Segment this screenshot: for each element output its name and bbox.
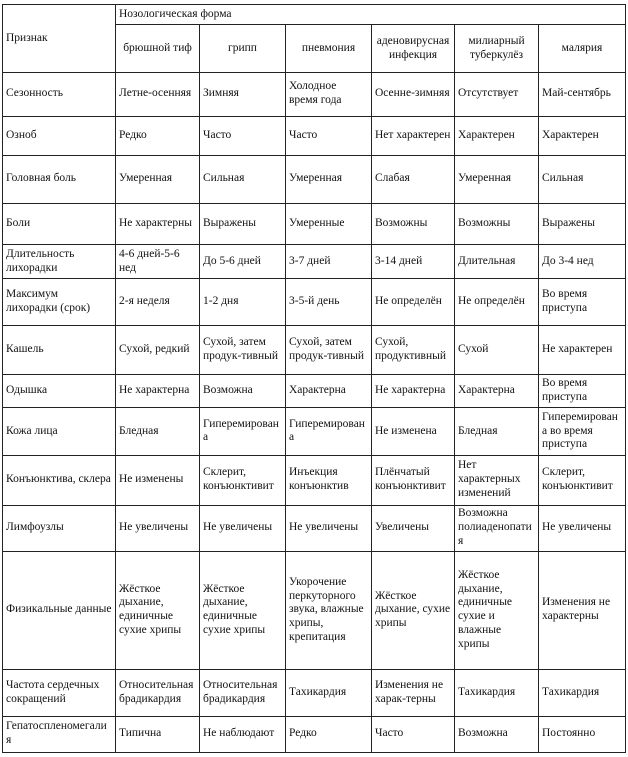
table-cell: Не определён xyxy=(455,279,539,326)
table-cell: Бледная xyxy=(455,408,539,456)
table-cell: Не увеличены xyxy=(200,505,286,551)
table-cell: Характерна xyxy=(455,374,539,407)
row-sign-cell: Физикальные данные xyxy=(3,551,116,669)
table-cell: Гиперемирована во время приступа xyxy=(539,408,626,456)
table-cell: Склерит, конъюнктивит xyxy=(539,455,626,505)
table-row xyxy=(3,155,626,203)
table-cell: Не увеличены xyxy=(286,505,372,551)
table-cell: Зимняя xyxy=(200,73,286,117)
table-row xyxy=(3,505,626,551)
table-cell: Не изменены xyxy=(116,455,200,505)
column-header: аденовирусная инфекция xyxy=(372,25,455,73)
row-sign-cell: Лимфоузлы xyxy=(3,505,116,551)
nosology-comparison-table xyxy=(2,4,626,753)
table-cell: Возможна полиаденопатия xyxy=(455,505,539,551)
table-cell: Изменения не характерны xyxy=(539,551,626,669)
table-cell: 3-14 дней xyxy=(372,245,455,279)
table-cell: Возможны xyxy=(455,203,539,245)
table-cell: 4-6 дней-5-6 нед xyxy=(116,245,200,279)
row-sign-cell: Конъюнктива, склера xyxy=(3,455,116,505)
table-cell: Плёнчатый конъюнктивит xyxy=(372,455,455,505)
table-cell: До 5-6 дней xyxy=(200,245,286,279)
table-cell: 1-2 дня xyxy=(200,279,286,326)
table-cell: Летне-осенняя xyxy=(116,73,200,117)
table-cell: Не наблюдают xyxy=(200,716,286,752)
table-cell: Отсутствует xyxy=(455,73,539,117)
table-cell: Слабая xyxy=(372,155,455,203)
table-cell: Жёсткое дыхание, единичные сухие хрипы xyxy=(200,551,286,669)
table-cell: Выражены xyxy=(539,203,626,245)
table-cell: Инъекция конъюнктив xyxy=(286,455,372,505)
table-cell: Не увеличены xyxy=(539,505,626,551)
table-cell: Склерит, конъюнктивит xyxy=(200,455,286,505)
table-cell: Сухой, редкий xyxy=(116,326,200,375)
table-cell: Возможна xyxy=(455,716,539,752)
table-cell: Осенне-зимняя xyxy=(372,73,455,117)
row-sign-cell: Озноб xyxy=(3,116,116,155)
table-cell: Тахикардия xyxy=(286,669,372,716)
table-cell: Тахикардия xyxy=(539,669,626,716)
table-cell: Сухой, затем продук-тивный xyxy=(286,326,372,375)
table-cell: Сухой xyxy=(455,326,539,375)
table-cell: Не характерна xyxy=(372,374,455,407)
table-cell: Тахикардия xyxy=(455,669,539,716)
table-cell: Сильная xyxy=(539,155,626,203)
table-row xyxy=(3,551,626,669)
row-sign-cell: Боли xyxy=(3,203,116,245)
row-sign-cell: Кожа лица xyxy=(3,408,116,456)
table-cell: Гиперемирована xyxy=(286,408,372,456)
table-cell: Не характерна xyxy=(116,374,200,407)
table-row xyxy=(3,326,626,375)
row-sign-cell: Максимум лихорадки (срок) xyxy=(3,279,116,326)
table-cell: Увеличены xyxy=(372,505,455,551)
row-sign-cell: Частота сердечных сокращений xyxy=(3,669,116,716)
table-cell: 3-5-й день xyxy=(286,279,372,326)
table-row xyxy=(3,455,626,505)
table-cell: Сухой, затем продук-тивный xyxy=(200,326,286,375)
table-cell: Характерен xyxy=(455,116,539,155)
table-cell: Не увеличены xyxy=(116,505,200,551)
column-header: брюшной тиф xyxy=(116,25,200,73)
table-cell: Нет характерен xyxy=(372,116,455,155)
column-header: милиарный туберкулёз xyxy=(455,25,539,73)
table-cell: Умеренные xyxy=(286,203,372,245)
table-cell: Характерна xyxy=(286,374,372,407)
column-header: пневмония xyxy=(286,25,372,73)
table-row xyxy=(3,669,626,716)
table-cell: Длительная xyxy=(455,245,539,279)
table-cell: Относительная брадикардия xyxy=(116,669,200,716)
table-cell: Умеренная xyxy=(116,155,200,203)
column-header: малярия xyxy=(539,25,626,73)
table-row xyxy=(3,279,626,326)
table-cell: Сухой, продуктивный xyxy=(372,326,455,375)
table-row xyxy=(3,203,626,245)
row-sign-cell: Кашель xyxy=(3,326,116,375)
table-cell: Изменения не харак-терны xyxy=(372,669,455,716)
table-cell: Жёсткое дыхание, сухие хрипы xyxy=(372,551,455,669)
header-group: Нозологическая форма xyxy=(116,5,626,25)
table-cell: Холодное время года xyxy=(286,73,372,117)
table-row xyxy=(3,408,626,456)
table-cell: Часто xyxy=(286,116,372,155)
table-cell: Май-сентябрь xyxy=(539,73,626,117)
table-cell: 2-я неделя xyxy=(116,279,200,326)
table-cell: Умеренная xyxy=(286,155,372,203)
column-header: грипп xyxy=(200,25,286,73)
table-row xyxy=(3,73,626,117)
table-cell: Возможна xyxy=(200,374,286,407)
table-cell: Сильная xyxy=(200,155,286,203)
table-cell: Возможны xyxy=(372,203,455,245)
table-cell: Характерен xyxy=(539,116,626,155)
table-cell: Умеренная xyxy=(455,155,539,203)
table-cell: Не характерны xyxy=(116,203,200,245)
table-row xyxy=(3,116,626,155)
row-sign-cell: Гепатоспленомегалия xyxy=(3,716,116,752)
table-cell: Нет характерных изменений xyxy=(455,455,539,505)
table-cell: Не изменена xyxy=(372,408,455,456)
table-cell: Постоянно xyxy=(539,716,626,752)
table-cell: Часто xyxy=(200,116,286,155)
header-sign: Признак xyxy=(3,5,116,73)
table-cell: Во время приступа xyxy=(539,374,626,407)
table-cell: Жёсткое дыхание, единичные сухие хрипы xyxy=(116,551,200,669)
row-sign-cell: Одышка xyxy=(3,374,116,407)
table-cell: Редко xyxy=(286,716,372,752)
table-cell: Выражены xyxy=(200,203,286,245)
table-row xyxy=(3,374,626,407)
table-cell: Жёсткое дыхание, единичные сухие и влажные хрипы xyxy=(455,551,539,669)
table-cell: Не характерен xyxy=(539,326,626,375)
row-sign-cell: Головная боль xyxy=(3,155,116,203)
table-cell: Часто xyxy=(372,716,455,752)
table-cell: Типична xyxy=(116,716,200,752)
table-cell: Гиперемирована xyxy=(200,408,286,456)
table-cell: Во время приступа xyxy=(539,279,626,326)
table-cell: Укорочение перкуторного звука, влажные хрипы, крепитация xyxy=(286,551,372,669)
table-cell: Редко xyxy=(116,116,200,155)
row-sign-cell: Сезонность xyxy=(3,73,116,117)
row-sign-cell: Длительность лихорадки xyxy=(3,245,116,279)
table-row xyxy=(3,245,626,279)
table-cell: До 3-4 нед xyxy=(539,245,626,279)
table-cell: Относительная брадикардия xyxy=(200,669,286,716)
table-cell: 3-7 дней xyxy=(286,245,372,279)
table-row xyxy=(3,716,626,752)
table-cell: Бледная xyxy=(116,408,200,456)
table-cell: Не определён xyxy=(372,279,455,326)
